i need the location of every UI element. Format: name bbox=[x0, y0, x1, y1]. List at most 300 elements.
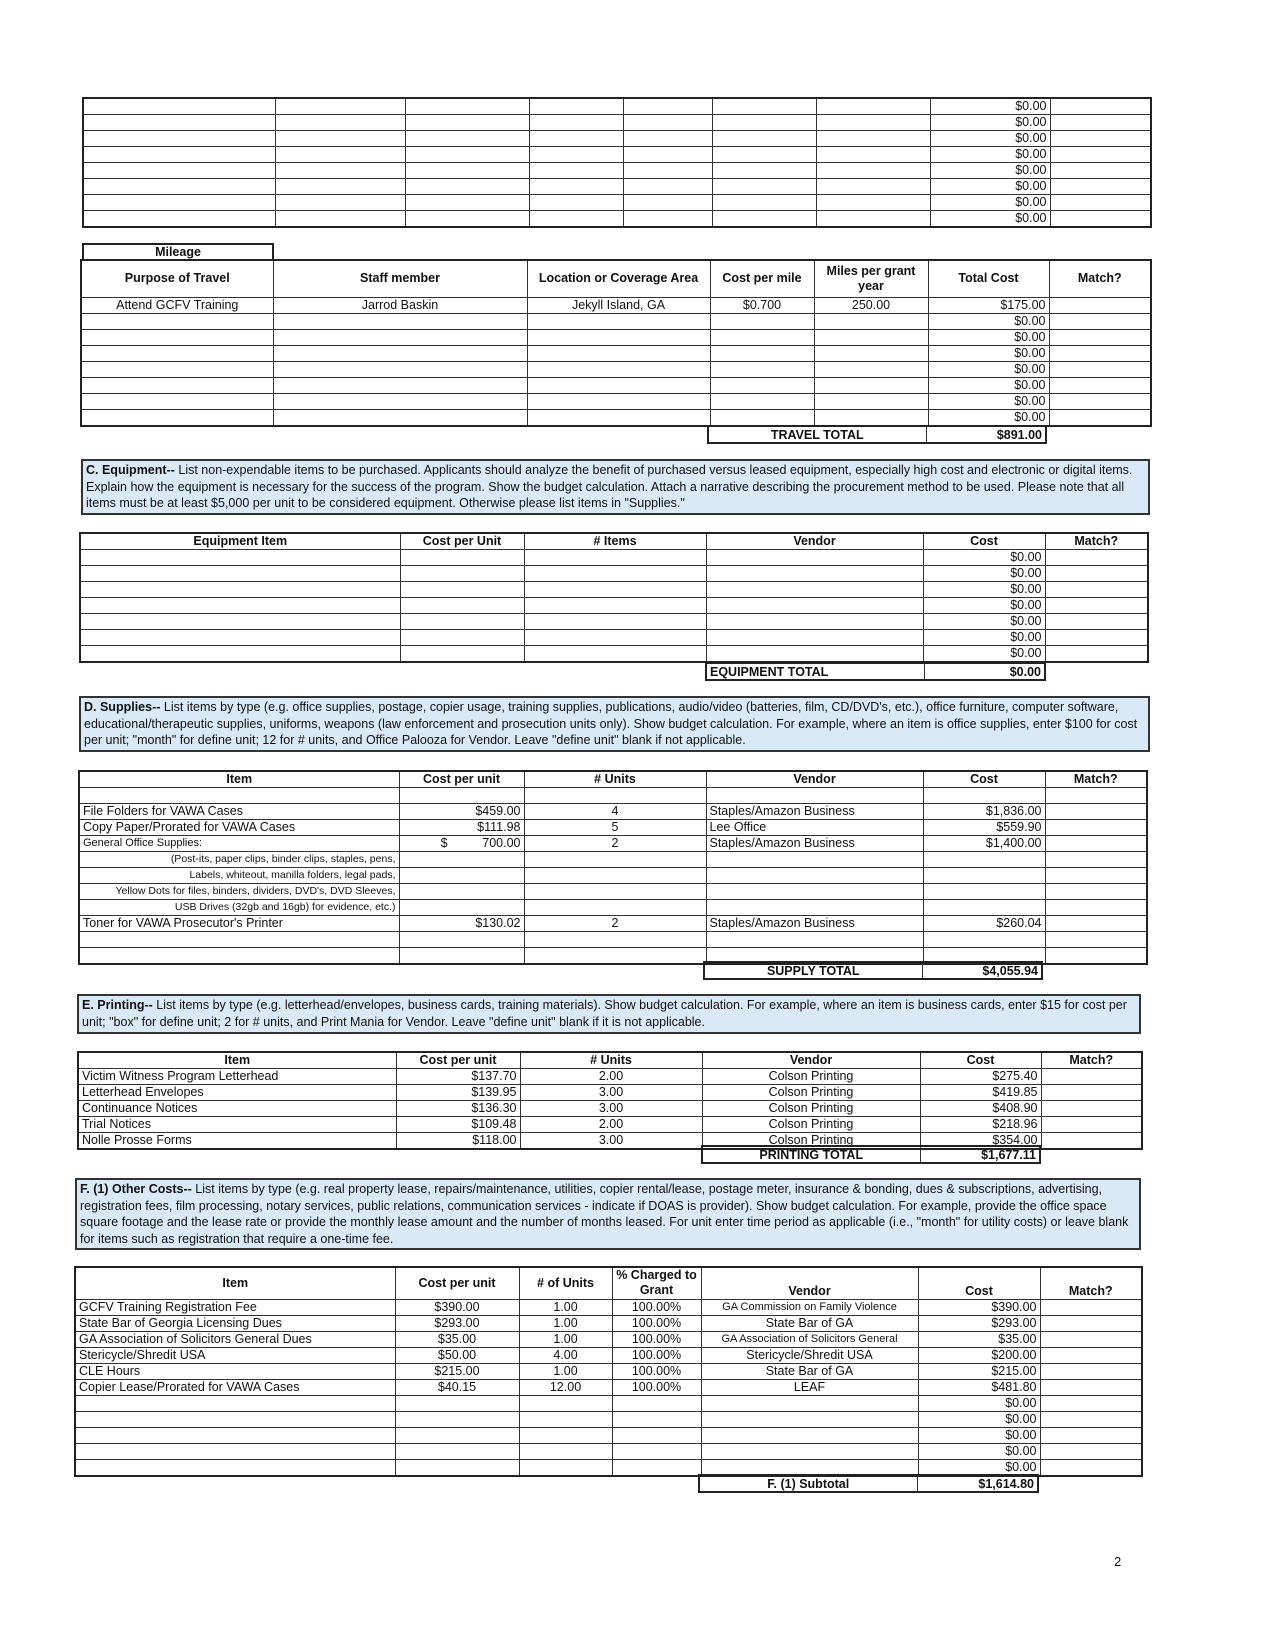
printing-table bbox=[77, 1051, 1143, 1150]
cost-per-unit-cell: $ 700.00 bbox=[399, 836, 524, 852]
empty-cell bbox=[623, 163, 712, 179]
empty-cell bbox=[275, 163, 405, 179]
table-row bbox=[83, 195, 1151, 211]
match-cell bbox=[1041, 1085, 1142, 1101]
match-cell bbox=[1045, 820, 1147, 836]
table-row bbox=[79, 804, 1147, 820]
empty-cell bbox=[706, 566, 923, 582]
miles-cell bbox=[814, 361, 928, 377]
purpose-cell: Attend GCFV Training bbox=[81, 297, 273, 313]
cost-cell: $559.90 bbox=[923, 820, 1045, 836]
cost-cell: $0.00 bbox=[918, 1459, 1040, 1476]
table-row bbox=[80, 598, 1148, 614]
cost-per-unit-cell: $137.70 bbox=[396, 1069, 520, 1085]
table-row bbox=[83, 179, 1151, 195]
header-cost-per-unit: Cost per unit bbox=[399, 771, 524, 788]
empty-cell bbox=[275, 179, 405, 195]
item-cell: Letterhead Envelopes bbox=[78, 1085, 396, 1101]
cost-per-mile-cell bbox=[710, 313, 814, 329]
table-row bbox=[78, 1101, 1142, 1117]
staff-cell bbox=[273, 329, 527, 345]
empty-cell bbox=[83, 98, 275, 115]
match-cell bbox=[1045, 788, 1147, 804]
empty-cell bbox=[816, 98, 930, 115]
supply-total-box bbox=[703, 961, 1043, 980]
units-cell: 12.00 bbox=[519, 1379, 612, 1395]
cost-cell bbox=[923, 788, 1045, 804]
match-cell bbox=[1045, 884, 1147, 900]
cost-per-mile-cell bbox=[710, 409, 814, 426]
empty-cell bbox=[83, 211, 275, 228]
empty-cell bbox=[80, 614, 400, 630]
empty-cell bbox=[524, 566, 706, 582]
location-cell bbox=[527, 361, 710, 377]
pct-charged-cell: 100.00% bbox=[612, 1379, 701, 1395]
location-cell bbox=[527, 377, 710, 393]
table-row bbox=[79, 820, 1147, 836]
cost-cell: $0.00 bbox=[930, 211, 1050, 228]
cost-cell bbox=[923, 900, 1045, 916]
cost-per-unit-cell bbox=[399, 900, 524, 916]
empty-cell bbox=[712, 211, 816, 228]
header-location: Location or Coverage Area bbox=[527, 260, 710, 297]
empty-cell bbox=[816, 211, 930, 228]
other-costs-note-title: F. (1) Other Costs-- bbox=[80, 1182, 192, 1196]
units-cell bbox=[524, 868, 706, 884]
table-row bbox=[81, 393, 1151, 409]
location-cell bbox=[527, 313, 710, 329]
match-cell bbox=[1045, 916, 1147, 932]
supplies-instructions bbox=[79, 696, 1150, 752]
empty-cell bbox=[80, 582, 400, 598]
miles-cell: 250.00 bbox=[814, 297, 928, 313]
empty-cell bbox=[275, 211, 405, 228]
supplies-table bbox=[78, 770, 1148, 965]
cost-cell: $293.00 bbox=[918, 1315, 1040, 1331]
item-cell: (Post-its, paper clips, binder clips, staples, pens, bbox=[79, 852, 399, 868]
cost-cell: $0.00 bbox=[930, 147, 1050, 163]
empty-cell bbox=[83, 163, 275, 179]
total-cost-cell: $0.00 bbox=[928, 361, 1049, 377]
supply-total-label: SUPPLY TOTAL bbox=[704, 962, 922, 979]
empty-cell bbox=[400, 582, 524, 598]
cost-cell: $218.96 bbox=[920, 1117, 1041, 1133]
table-row bbox=[75, 1427, 1142, 1443]
empty-cell bbox=[529, 163, 623, 179]
cost-per-unit-cell bbox=[395, 1459, 519, 1476]
cost-per-unit-cell: $390.00 bbox=[395, 1299, 519, 1315]
match-cell bbox=[1049, 313, 1151, 329]
table-row bbox=[81, 313, 1151, 329]
item-cell bbox=[75, 1411, 395, 1427]
item-cell bbox=[79, 948, 399, 964]
empty-cell bbox=[712, 131, 816, 147]
printing-note-text: List items by type (e.g. letterhead/envelopes, business cards, training materials). Show budget calculation. For example, where an item is business cards, enter $15 for cost per unit; "box" for define unit; 2 for # units, and Print Mania for Vendor. Leave "define unit" blank if it is not applicable. bbox=[82, 998, 1127, 1029]
printing-total-label: PRINTING TOTAL bbox=[702, 1146, 920, 1163]
item-cell: GCFV Training Registration Fee bbox=[75, 1299, 395, 1315]
match-cell bbox=[1041, 1101, 1142, 1117]
empty-cell bbox=[275, 131, 405, 147]
empty-cell bbox=[529, 147, 623, 163]
header-vendor: Vendor bbox=[706, 533, 923, 550]
header-cost-per-unit: Cost per unit bbox=[396, 1052, 520, 1069]
header-match: Match? bbox=[1049, 260, 1151, 297]
cost-cell: $0.00 bbox=[930, 179, 1050, 195]
vendor-cell bbox=[701, 1427, 918, 1443]
equipment-total-value: $0.00 bbox=[924, 663, 1045, 680]
header-cost-per-unit: Cost per unit bbox=[395, 1267, 519, 1299]
empty-cell bbox=[529, 211, 623, 228]
empty-cell bbox=[816, 115, 930, 131]
empty-cell bbox=[712, 115, 816, 131]
vendor-cell: State Bar of GA bbox=[701, 1363, 918, 1379]
match-cell bbox=[1040, 1443, 1142, 1459]
match-cell bbox=[1049, 297, 1151, 313]
staff-cell bbox=[273, 377, 527, 393]
cost-per-unit-cell: $118.00 bbox=[396, 1133, 520, 1150]
printing-total-value: $1,677.11 bbox=[920, 1146, 1040, 1163]
cost-per-mile-cell bbox=[710, 329, 814, 345]
table-row bbox=[78, 1085, 1142, 1101]
table-row bbox=[83, 211, 1151, 228]
header-match: Match? bbox=[1045, 771, 1147, 788]
other-costs-note-text: List items by type (e.g. real property lease, repairs/maintenance, utilities, copier rental/lease, postage meter, insurance & bonding, dues & subscriptions, advertising, registration fees, film processing, notary services, public relations, communication services - indicate if DOAS is provider). Show budget calculation. For example, provide the office space square footage and the lease rate or provide the monthly lease amount and the number of months leased. For unit enter time period as applicable (i.e., "month" for utility costs) or leave blank for items such as registration that require a one-time fee. bbox=[80, 1182, 1129, 1246]
match-cell bbox=[1050, 211, 1151, 228]
empty-cell bbox=[623, 195, 712, 211]
table-row bbox=[81, 361, 1151, 377]
cost-per-unit-cell: $109.48 bbox=[396, 1117, 520, 1133]
cost-per-unit-cell bbox=[395, 1395, 519, 1411]
cost-per-mile-cell bbox=[710, 345, 814, 361]
header-pct-charged: % Charged to Grant bbox=[612, 1267, 701, 1299]
total-cost-cell: $0.00 bbox=[928, 345, 1049, 361]
item-cell: Copy Paper/Prorated for VAWA Cases bbox=[79, 820, 399, 836]
cost-per-unit-cell bbox=[395, 1411, 519, 1427]
cost-per-unit-cell: $35.00 bbox=[395, 1331, 519, 1347]
table-row bbox=[75, 1331, 1142, 1347]
table-row bbox=[79, 852, 1147, 868]
supplies-note-text: List items by type (e.g. office supplies, postage, copier usage, training supplies, publications, audio/video (batteries, film, CD/DVD's, etc.), office furniture, computer software, educational/therapeutic supplies, uniforms, weapons (law enforcement and prosecution units only). Show budget calculation. For example, where an item is office supplies, enter $100 for cost per unit; "month" for define unit; 12 for # units, and Office Palooza for Vendor. Leave "define unit" blank if not applicable. bbox=[84, 700, 1138, 747]
empty-cell bbox=[80, 566, 400, 582]
cost-cell: $275.40 bbox=[920, 1069, 1041, 1085]
empty-cell bbox=[816, 195, 930, 211]
item-cell: Copier Lease/Prorated for VAWA Cases bbox=[75, 1379, 395, 1395]
item-cell: Labels, whiteout, manilla folders, legal pads, bbox=[79, 868, 399, 884]
empty-cell bbox=[706, 598, 923, 614]
match-cell bbox=[1050, 115, 1151, 131]
vendor-cell: LEAF bbox=[701, 1379, 918, 1395]
empty-cell bbox=[623, 147, 712, 163]
vendor-cell: Stericycle/Shredit USA bbox=[701, 1347, 918, 1363]
pct-charged-cell bbox=[612, 1395, 701, 1411]
header-items: # Items bbox=[524, 533, 706, 550]
empty-cell bbox=[405, 131, 529, 147]
units-cell bbox=[524, 948, 706, 964]
vendor-cell bbox=[706, 868, 923, 884]
page-number: 2 bbox=[1114, 1554, 1122, 1569]
cost-cell: $260.04 bbox=[923, 916, 1045, 932]
other-costs-table bbox=[74, 1266, 1143, 1477]
empty-cell bbox=[524, 646, 706, 663]
equipment-instructions bbox=[81, 459, 1150, 515]
staff-cell bbox=[273, 313, 527, 329]
table-row bbox=[80, 566, 1148, 582]
cost-cell: $0.00 bbox=[923, 630, 1045, 646]
pct-charged-cell: 100.00% bbox=[612, 1299, 701, 1315]
cost-cell: $354.00 bbox=[920, 1133, 1041, 1150]
vendor-cell bbox=[701, 1443, 918, 1459]
cost-per-unit-cell: $111.98 bbox=[399, 820, 524, 836]
table-row bbox=[80, 646, 1148, 663]
match-cell bbox=[1040, 1347, 1142, 1363]
match-cell bbox=[1040, 1459, 1142, 1476]
units-cell: 2 bbox=[524, 836, 706, 852]
item-cell: Trial Notices bbox=[78, 1117, 396, 1133]
cost-cell: $0.00 bbox=[930, 163, 1050, 179]
units-cell: 1.00 bbox=[519, 1331, 612, 1347]
staff-cell: Jarrod Baskin bbox=[273, 297, 527, 313]
match-cell bbox=[1040, 1427, 1142, 1443]
cost-per-mile-cell bbox=[710, 393, 814, 409]
units-cell: 1.00 bbox=[519, 1363, 612, 1379]
empty-cell bbox=[712, 98, 816, 115]
table-row bbox=[81, 329, 1151, 345]
match-cell bbox=[1045, 804, 1147, 820]
match-cell bbox=[1050, 163, 1151, 179]
empty-cell bbox=[706, 630, 923, 646]
equipment-table bbox=[79, 532, 1149, 663]
empty-cell bbox=[529, 179, 623, 195]
table-row bbox=[83, 131, 1151, 147]
cost-cell: $0.00 bbox=[923, 582, 1045, 598]
header-units: # Units bbox=[520, 1052, 702, 1069]
empty-cell bbox=[524, 550, 706, 566]
table-row bbox=[81, 409, 1151, 426]
units-cell: 2.00 bbox=[520, 1117, 702, 1133]
item-cell: Stericycle/Shredit USA bbox=[75, 1347, 395, 1363]
purpose-cell bbox=[81, 377, 273, 393]
match-cell bbox=[1045, 852, 1147, 868]
empty-cell bbox=[80, 550, 400, 566]
table-row bbox=[75, 1347, 1142, 1363]
cost-per-mile-cell bbox=[710, 377, 814, 393]
cost-cell: $1,400.00 bbox=[923, 836, 1045, 852]
empty-cell bbox=[816, 147, 930, 163]
empty-cell bbox=[529, 195, 623, 211]
table-row bbox=[79, 900, 1147, 916]
vendor-cell: GA Association of Solicitors General bbox=[701, 1331, 918, 1347]
header-match: Match? bbox=[1041, 1052, 1142, 1069]
empty-cell bbox=[706, 614, 923, 630]
travel-total-value: $891.00 bbox=[926, 426, 1046, 443]
staff-cell bbox=[273, 361, 527, 377]
units-cell bbox=[519, 1411, 612, 1427]
table-row bbox=[80, 630, 1148, 646]
header-item: Item bbox=[78, 1052, 396, 1069]
supply-total-value: $4,055.94 bbox=[922, 962, 1042, 979]
units-cell bbox=[519, 1443, 612, 1459]
table-row bbox=[83, 163, 1151, 179]
other-costs-subtotal-box bbox=[698, 1474, 1039, 1493]
vendor-cell: State Bar of GA bbox=[701, 1315, 918, 1331]
units-cell: 1.00 bbox=[519, 1315, 612, 1331]
empty-cell bbox=[529, 98, 623, 115]
printing-instructions bbox=[77, 994, 1141, 1034]
empty-cell bbox=[405, 115, 529, 131]
table-row bbox=[79, 932, 1147, 948]
match-cell bbox=[1050, 131, 1151, 147]
empty-cell bbox=[623, 115, 712, 131]
vendor-cell: Colson Printing bbox=[702, 1069, 920, 1085]
match-cell bbox=[1045, 550, 1148, 566]
units-cell bbox=[519, 1427, 612, 1443]
cost-cell: $0.00 bbox=[918, 1395, 1040, 1411]
match-cell bbox=[1050, 179, 1151, 195]
printing-total-box bbox=[701, 1145, 1041, 1164]
cost-per-unit-cell bbox=[395, 1443, 519, 1459]
match-cell bbox=[1040, 1395, 1142, 1411]
table-row bbox=[80, 550, 1148, 566]
miles-cell bbox=[814, 329, 928, 345]
match-cell bbox=[1045, 630, 1148, 646]
vendor-cell bbox=[706, 852, 923, 868]
location-cell bbox=[527, 409, 710, 426]
empty-cell bbox=[529, 115, 623, 131]
cost-cell: $0.00 bbox=[923, 550, 1045, 566]
match-cell bbox=[1050, 195, 1151, 211]
empty-cell bbox=[83, 115, 275, 131]
total-cost-cell: $0.00 bbox=[928, 377, 1049, 393]
cost-per-unit-cell: $139.95 bbox=[396, 1085, 520, 1101]
item-cell: Continuance Notices bbox=[78, 1101, 396, 1117]
purpose-cell bbox=[81, 329, 273, 345]
header-item: Item bbox=[79, 771, 399, 788]
table-row bbox=[83, 147, 1151, 163]
cost-cell: $0.00 bbox=[918, 1411, 1040, 1427]
total-cost-cell: $175.00 bbox=[928, 297, 1049, 313]
table-row bbox=[75, 1363, 1142, 1379]
header-cost-per-unit: Cost per Unit bbox=[400, 533, 524, 550]
table-row bbox=[83, 115, 1151, 131]
header-vendor: Vendor bbox=[701, 1267, 918, 1299]
units-cell: 5 bbox=[524, 820, 706, 836]
location-cell bbox=[527, 329, 710, 345]
cost-cell: $390.00 bbox=[918, 1299, 1040, 1315]
mileage-table bbox=[80, 259, 1152, 427]
table-row bbox=[78, 1117, 1142, 1133]
header-item: Item bbox=[75, 1267, 395, 1299]
travel-total-label: TRAVEL TOTAL bbox=[708, 426, 926, 443]
cost-cell: $200.00 bbox=[918, 1347, 1040, 1363]
empty-cell bbox=[623, 98, 712, 115]
pct-charged-cell bbox=[612, 1427, 701, 1443]
empty-cell bbox=[623, 211, 712, 228]
total-cost-cell: $0.00 bbox=[928, 313, 1049, 329]
pct-charged-cell: 100.00% bbox=[612, 1331, 701, 1347]
vendor-cell: Lee Office bbox=[706, 820, 923, 836]
item-cell: CLE Hours bbox=[75, 1363, 395, 1379]
cost-cell: $0.00 bbox=[923, 646, 1045, 663]
cost-cell: $0.00 bbox=[930, 131, 1050, 147]
item-cell bbox=[75, 1395, 395, 1411]
vendor-cell: Colson Printing bbox=[702, 1085, 920, 1101]
empty-cell bbox=[706, 646, 923, 663]
vendor-cell bbox=[701, 1411, 918, 1427]
cost-per-unit-cell bbox=[399, 852, 524, 868]
table-row bbox=[79, 868, 1147, 884]
cost-per-mile-cell: $0.700 bbox=[710, 297, 814, 313]
total-cost-cell: $0.00 bbox=[928, 329, 1049, 345]
units-cell bbox=[524, 884, 706, 900]
cost-cell: $0.00 bbox=[930, 195, 1050, 211]
empty-cell bbox=[712, 179, 816, 195]
units-cell: 4.00 bbox=[519, 1347, 612, 1363]
cost-per-unit-cell: $130.02 bbox=[399, 916, 524, 932]
cost-cell: $0.00 bbox=[918, 1427, 1040, 1443]
location-cell: Jekyll Island, GA bbox=[527, 297, 710, 313]
empty-cell bbox=[712, 147, 816, 163]
cost-per-unit-cell bbox=[399, 884, 524, 900]
table-row bbox=[79, 788, 1147, 804]
header-vendor: Vendor bbox=[702, 1052, 920, 1069]
empty-cell bbox=[405, 163, 529, 179]
table-row bbox=[83, 98, 1151, 115]
match-cell bbox=[1045, 868, 1147, 884]
equipment-total-label: EQUIPMENT TOTAL bbox=[706, 663, 924, 680]
cost-cell: $215.00 bbox=[918, 1363, 1040, 1379]
cost-cell bbox=[923, 932, 1045, 948]
empty-cell bbox=[529, 131, 623, 147]
header-vendor: Vendor bbox=[706, 771, 923, 788]
vendor-cell bbox=[706, 900, 923, 916]
cost-per-mile-cell bbox=[710, 361, 814, 377]
units-cell bbox=[524, 900, 706, 916]
vendor-cell: Colson Printing bbox=[702, 1101, 920, 1117]
match-cell bbox=[1045, 614, 1148, 630]
location-cell bbox=[527, 393, 710, 409]
cost-per-unit-cell bbox=[395, 1427, 519, 1443]
empty-cell bbox=[83, 147, 275, 163]
purpose-cell bbox=[81, 393, 273, 409]
item-cell: Yellow Dots for files, binders, dividers, DVD's, DVD Sleeves, bbox=[79, 884, 399, 900]
total-cost-cell: $0.00 bbox=[928, 409, 1049, 426]
item-cell: Nolle Prosse Forms bbox=[78, 1133, 396, 1150]
cost-per-unit-cell: $459.00 bbox=[399, 804, 524, 820]
units-cell bbox=[519, 1459, 612, 1476]
equipment-note-text: List non-expendable items to be purchased. Applicants should analyze the benefit of purchased versus leased equipment, especially high cost and electronic or digital items. Explain how the equipment is necessary for the success of the program. Show the budget calculation. Attach a narrative describing the procurement method to be used. Please note that all items must be at least $5,000 per unit to be considered equipment. Otherwise please list items in "Supplies." bbox=[86, 463, 1133, 510]
header-cost: Cost bbox=[923, 533, 1045, 550]
empty-cell bbox=[405, 179, 529, 195]
empty-cell bbox=[706, 550, 923, 566]
cost-per-unit-cell: $293.00 bbox=[395, 1315, 519, 1331]
match-cell bbox=[1041, 1133, 1142, 1150]
header-of-units: # of Units bbox=[519, 1267, 612, 1299]
other-costs-subtotal-label: F. (1) Subtotal bbox=[699, 1475, 917, 1492]
empty-cell bbox=[816, 179, 930, 195]
header-total-cost: Total Cost bbox=[928, 260, 1049, 297]
table-row bbox=[80, 614, 1148, 630]
cost-cell bbox=[923, 852, 1045, 868]
vendor-cell bbox=[701, 1395, 918, 1411]
cost-cell: $419.85 bbox=[920, 1085, 1041, 1101]
printing-note-title: E. Printing-- bbox=[82, 998, 153, 1012]
units-cell: 3.00 bbox=[520, 1101, 702, 1117]
empty-cell bbox=[405, 195, 529, 211]
table-row bbox=[81, 297, 1151, 313]
item-cell: GA Association of Solicitors General Dues bbox=[75, 1331, 395, 1347]
empty-cell bbox=[400, 630, 524, 646]
header-cost: Cost bbox=[920, 1052, 1041, 1069]
